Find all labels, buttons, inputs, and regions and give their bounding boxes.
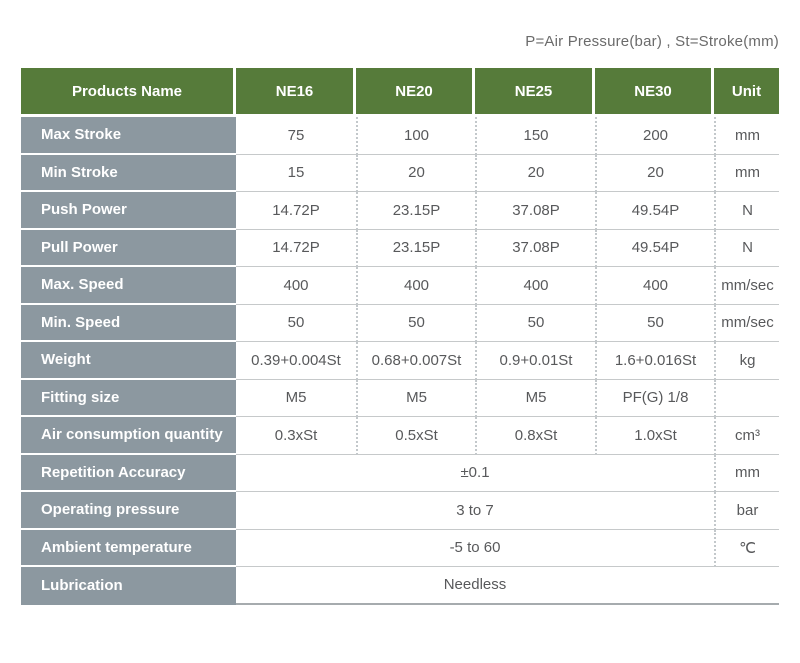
table-row-min-speed — [21, 305, 779, 343]
unit-cell: mm/sec — [714, 305, 779, 343]
value-cell: 37.08P — [475, 230, 595, 268]
row-label: Max. Speed — [21, 267, 236, 305]
unit-cell: N — [714, 230, 779, 268]
merged-value-cell: ±0.1 — [236, 455, 714, 493]
value-cell: M5 — [236, 380, 356, 418]
value-cell: 20 — [356, 155, 475, 193]
value-cell: 23.15P — [356, 230, 475, 268]
unit-cell — [714, 567, 779, 605]
value-cell: 400 — [356, 267, 475, 305]
value-cell: 49.54P — [595, 192, 714, 230]
value-cell: 1.6+0.016St — [595, 342, 714, 380]
unit-cell: bar — [714, 492, 779, 530]
merged-value-cell: 3 to 7 — [236, 492, 714, 530]
row-label: Repetition Accuracy — [21, 455, 236, 493]
row-label: Ambient temperature — [21, 530, 236, 568]
table-row-weight — [21, 342, 779, 380]
unit-cell: mm/sec — [714, 267, 779, 305]
value-cell: 37.08P — [475, 192, 595, 230]
merged-value-cell: Needless — [236, 567, 714, 605]
merged-value-cell: -5 to 60 — [236, 530, 714, 568]
value-cell: 14.72P — [236, 192, 356, 230]
table-row-pull-power — [21, 230, 779, 268]
header-cell-products-name: Products Name — [21, 68, 236, 117]
value-cell: 0.3xSt — [236, 417, 356, 455]
row-label: Fitting size — [21, 380, 236, 418]
row-label: Min. Speed — [21, 305, 236, 343]
value-cell: 50 — [475, 305, 595, 343]
unit-cell: kg — [714, 342, 779, 380]
value-cell: 400 — [475, 267, 595, 305]
row-label: Pull Power — [21, 230, 236, 268]
unit-cell: mm — [714, 155, 779, 193]
unit-cell — [714, 380, 779, 418]
value-cell: 20 — [595, 155, 714, 193]
value-cell: 20 — [475, 155, 595, 193]
header-cell-ne20: NE20 — [356, 68, 475, 117]
value-cell: 400 — [236, 267, 356, 305]
value-cell: 75 — [236, 117, 356, 155]
value-cell: 0.39+0.004St — [236, 342, 356, 380]
value-cell: 49.54P — [595, 230, 714, 268]
value-cell: 400 — [595, 267, 714, 305]
value-cell: 50 — [595, 305, 714, 343]
value-cell: 23.15P — [356, 192, 475, 230]
row-label: Operating pressure — [21, 492, 236, 530]
value-cell: 15 — [236, 155, 356, 193]
table-row-repetition-accuracy — [21, 455, 779, 493]
value-cell: M5 — [356, 380, 475, 418]
table-row-lubrication — [21, 567, 779, 605]
header-cell-ne30: NE30 — [595, 68, 714, 117]
row-label: Push Power — [21, 192, 236, 230]
unit-cell: ℃ — [714, 530, 779, 568]
header-cell-ne16: NE16 — [236, 68, 356, 117]
value-cell: 150 — [475, 117, 595, 155]
row-label: Air consumption quantity — [21, 417, 236, 455]
table-row-push-power — [21, 192, 779, 230]
value-cell: 0.9+0.01St — [475, 342, 595, 380]
table-header-row — [21, 68, 779, 117]
value-cell: 0.8xSt — [475, 417, 595, 455]
value-cell: 100 — [356, 117, 475, 155]
value-cell: 200 — [595, 117, 714, 155]
value-cell: 1.0xSt — [595, 417, 714, 455]
legend-note: P=Air Pressure(bar) , St=Stroke(mm) — [525, 33, 779, 50]
table-row-max-speed — [21, 267, 779, 305]
table-row-operating-pressure — [21, 492, 779, 530]
header-cell-unit: Unit — [714, 68, 779, 117]
value-cell: 0.68+0.007St — [356, 342, 475, 380]
unit-cell: N — [714, 192, 779, 230]
row-label: Max Stroke — [21, 117, 236, 155]
row-label: Min Stroke — [21, 155, 236, 193]
unit-cell: cm³ — [714, 417, 779, 455]
row-label: Lubrication — [21, 567, 236, 605]
header-cell-ne25: NE25 — [475, 68, 595, 117]
value-cell: PF(G) 1/8 — [595, 380, 714, 418]
value-cell: 50 — [356, 305, 475, 343]
table-row-min-stroke — [21, 155, 779, 193]
value-cell: 0.5xSt — [356, 417, 475, 455]
spec-table — [21, 68, 779, 605]
unit-cell: mm — [714, 455, 779, 493]
table-row-ambient-temperature — [21, 530, 779, 568]
unit-cell: mm — [714, 117, 779, 155]
value-cell: M5 — [475, 380, 595, 418]
table-row-fitting-size — [21, 380, 779, 418]
table-row-max-stroke — [21, 117, 779, 155]
value-cell: 14.72P — [236, 230, 356, 268]
table-row-air-consumption — [21, 417, 779, 455]
row-label: Weight — [21, 342, 236, 380]
value-cell: 50 — [236, 305, 356, 343]
